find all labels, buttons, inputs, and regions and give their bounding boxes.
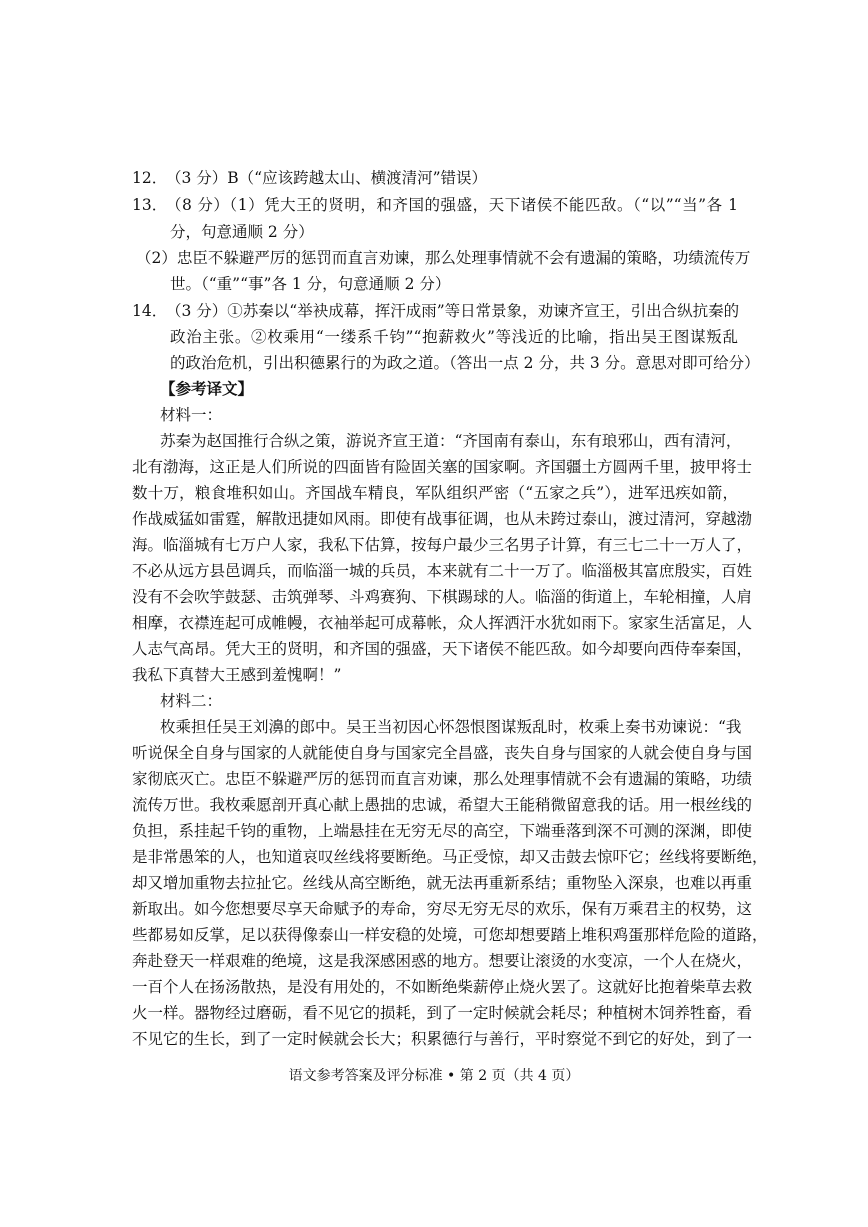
material-2-line: 奔赴登天一样艰难的绝境，这是我深感困惑的地方。想要让滚烫的水变凉，一个人在烧火， (132, 952, 753, 970)
material-1-line: 苏秦为赵国推行合纵之策，游说齐宣王道：“齐国南有泰山，东有琅邪山，西有清河， (160, 432, 742, 450)
answer-13-line-1: （8 分）（1）凭大王的贤明，和齐国的强盛，天下诸侯不能匹敌。（“以”“当”各 1 (166, 196, 738, 214)
material-2-line: 火一样。器物经过磨砺，看不见它的损耗，到了一定时候就会耗尽；种植树木饲养牲畜，看 (132, 1004, 753, 1022)
material-2-line: 一百个人在扬汤散热，是没有用处的，不如断绝柴薪停止烧火罢了。这就好比抱着柴草去救 (132, 978, 753, 996)
material-1-line: 相摩，衣襟连起可成帷幔，衣袖举起可成幕帐，众人挥洒汗水犹如雨下。家家生活富足，人 (132, 614, 753, 632)
material-1-line: 海。临淄城有七万户人家，我私下估算，按每户最少三名男子计算，有三七二十一万人了， (132, 536, 753, 554)
material-1-label: 材料一： (160, 406, 223, 424)
answer-14-number: 14． (132, 302, 168, 320)
material-2-line: 是非常愚笨的人，也知道哀叹丝线将要断绝。马正受惊，却又击鼓去惊吓它；丝线将要断绝， (132, 848, 768, 866)
answer-13-line-4: 世。（“重”“事”各 1 分，句意通顺 2 分） (170, 275, 451, 293)
answer-14-line-3: 的政治危机，引出积德累行的为政之道。（答出一点 2 分，共 3 分。意思对即可给分） (170, 354, 760, 372)
material-2-line: 流传万世。我枚乘愿剖开真心献上愚拙的忠诚，希望大王能稍微留意我的话。用一根丝线的 (132, 796, 753, 814)
answer-13-number: 13． (132, 196, 168, 214)
material-2-line: 听说保全自身与国家的人就能使自身与国家完全昌盛，丧失自身与国家的人就会使自身与国 (132, 744, 753, 762)
material-1-line: 没有不会吹竽鼓瑟、击筑弹琴、斗鸡赛狗、下棋踢球的人。临淄的街道上，车轮相撞，人肩 (132, 588, 753, 606)
answer-12-text: （3 分）B（“应该跨越太山、横渡清河”错误） (166, 169, 488, 187)
material-1-line: 不必从远方县邑调兵，而临淄一城的兵员，本来就有二十一万了。临淄极其富庶殷实，百姓 (132, 562, 753, 580)
material-2-label: 材料二： (160, 692, 223, 710)
material-2-line: 些都易如反掌，足以获得像泰山一样安稳的处境，可您却想要踏上堆积鸡蛋那样危险的道路， (132, 926, 768, 944)
answer-14-line-2: 政治主张。②枚乘用“一缕系千钧”“抱薪救火”等浅近的比喻，指出吴王图谋叛乱 (170, 328, 738, 346)
material-1-line: 我私下真替大王感到羞愧啊！” (132, 666, 342, 684)
material-2-line: 负担，系挂起千钧的重物，上端悬挂在无穷无尽的高空，下端垂落到深不可测的深渊，即使 (132, 822, 753, 840)
material-2-line: 枚乘担任吴王刘濞的郎中。吴王当初因心怀怨恨图谋叛乱时，枚乘上奏书劝谏说：“我 (160, 718, 742, 736)
material-2-line: 却又增加重物去拉扯它。丝线从高空断绝，就无法再重新系结；重物坠入深泉，也难以再重 (132, 874, 753, 892)
material-2-line: 家彻底灭亡。忠臣不躲避严厉的惩罚而直言劝谏，那么处理事情就不会有遗漏的策略，功绩 (132, 770, 753, 788)
answer-14-line-1: （3 分）①苏秦以“举袂成幕，挥汗成雨”等日常景象，劝谏齐宣王，引出合纵抗秦的 (166, 302, 740, 320)
page-footer: 语文参考答案及评分标准 • 第 2 页（共 4 页） (288, 1068, 580, 1084)
answer-13-line-3: （2）忠臣不躲避严厉的惩罚而直言劝谏，那么处理事情就不会有遗漏的策略，功绩流传万 (136, 249, 751, 267)
translation-heading: 【参考译文】 (160, 379, 254, 398)
material-1-line: 数十万，粮食堆积如山。齐国战车精良，军队组织严密（“五家之兵”），进军迅疾如箭， (132, 484, 738, 502)
material-2-line: 新取出。如今您想要尽享天命赋予的寿命，穷尽无穷无尽的欢乐，保有万乘君主的权势，这 (132, 900, 753, 918)
answer-12-number: 12． (132, 169, 168, 187)
answer-13-line-2: 分，句意通顺 2 分） (170, 223, 314, 241)
material-1-line: 人志气高昂。凭大王的贤明，和齐国的强盛，天下诸侯不能匹敌。如今却要向西侍奉秦国， (132, 640, 753, 658)
material-2-line: 不见它的生长，到了一定时候就会长大；积累德行与善行，平时察觉不到它的好处，到了一 (132, 1030, 753, 1048)
material-1-line: 作战威猛如雷霆，解散迅捷如风雨。即使有战事征调，也从未跨过泰山，渡过清河，穿越渤 (132, 510, 753, 528)
material-1-line: 北有渤海，这正是人们所说的四面皆有险固关塞的国家啊。齐国疆土方圆两千里，披甲将士 (132, 458, 753, 476)
